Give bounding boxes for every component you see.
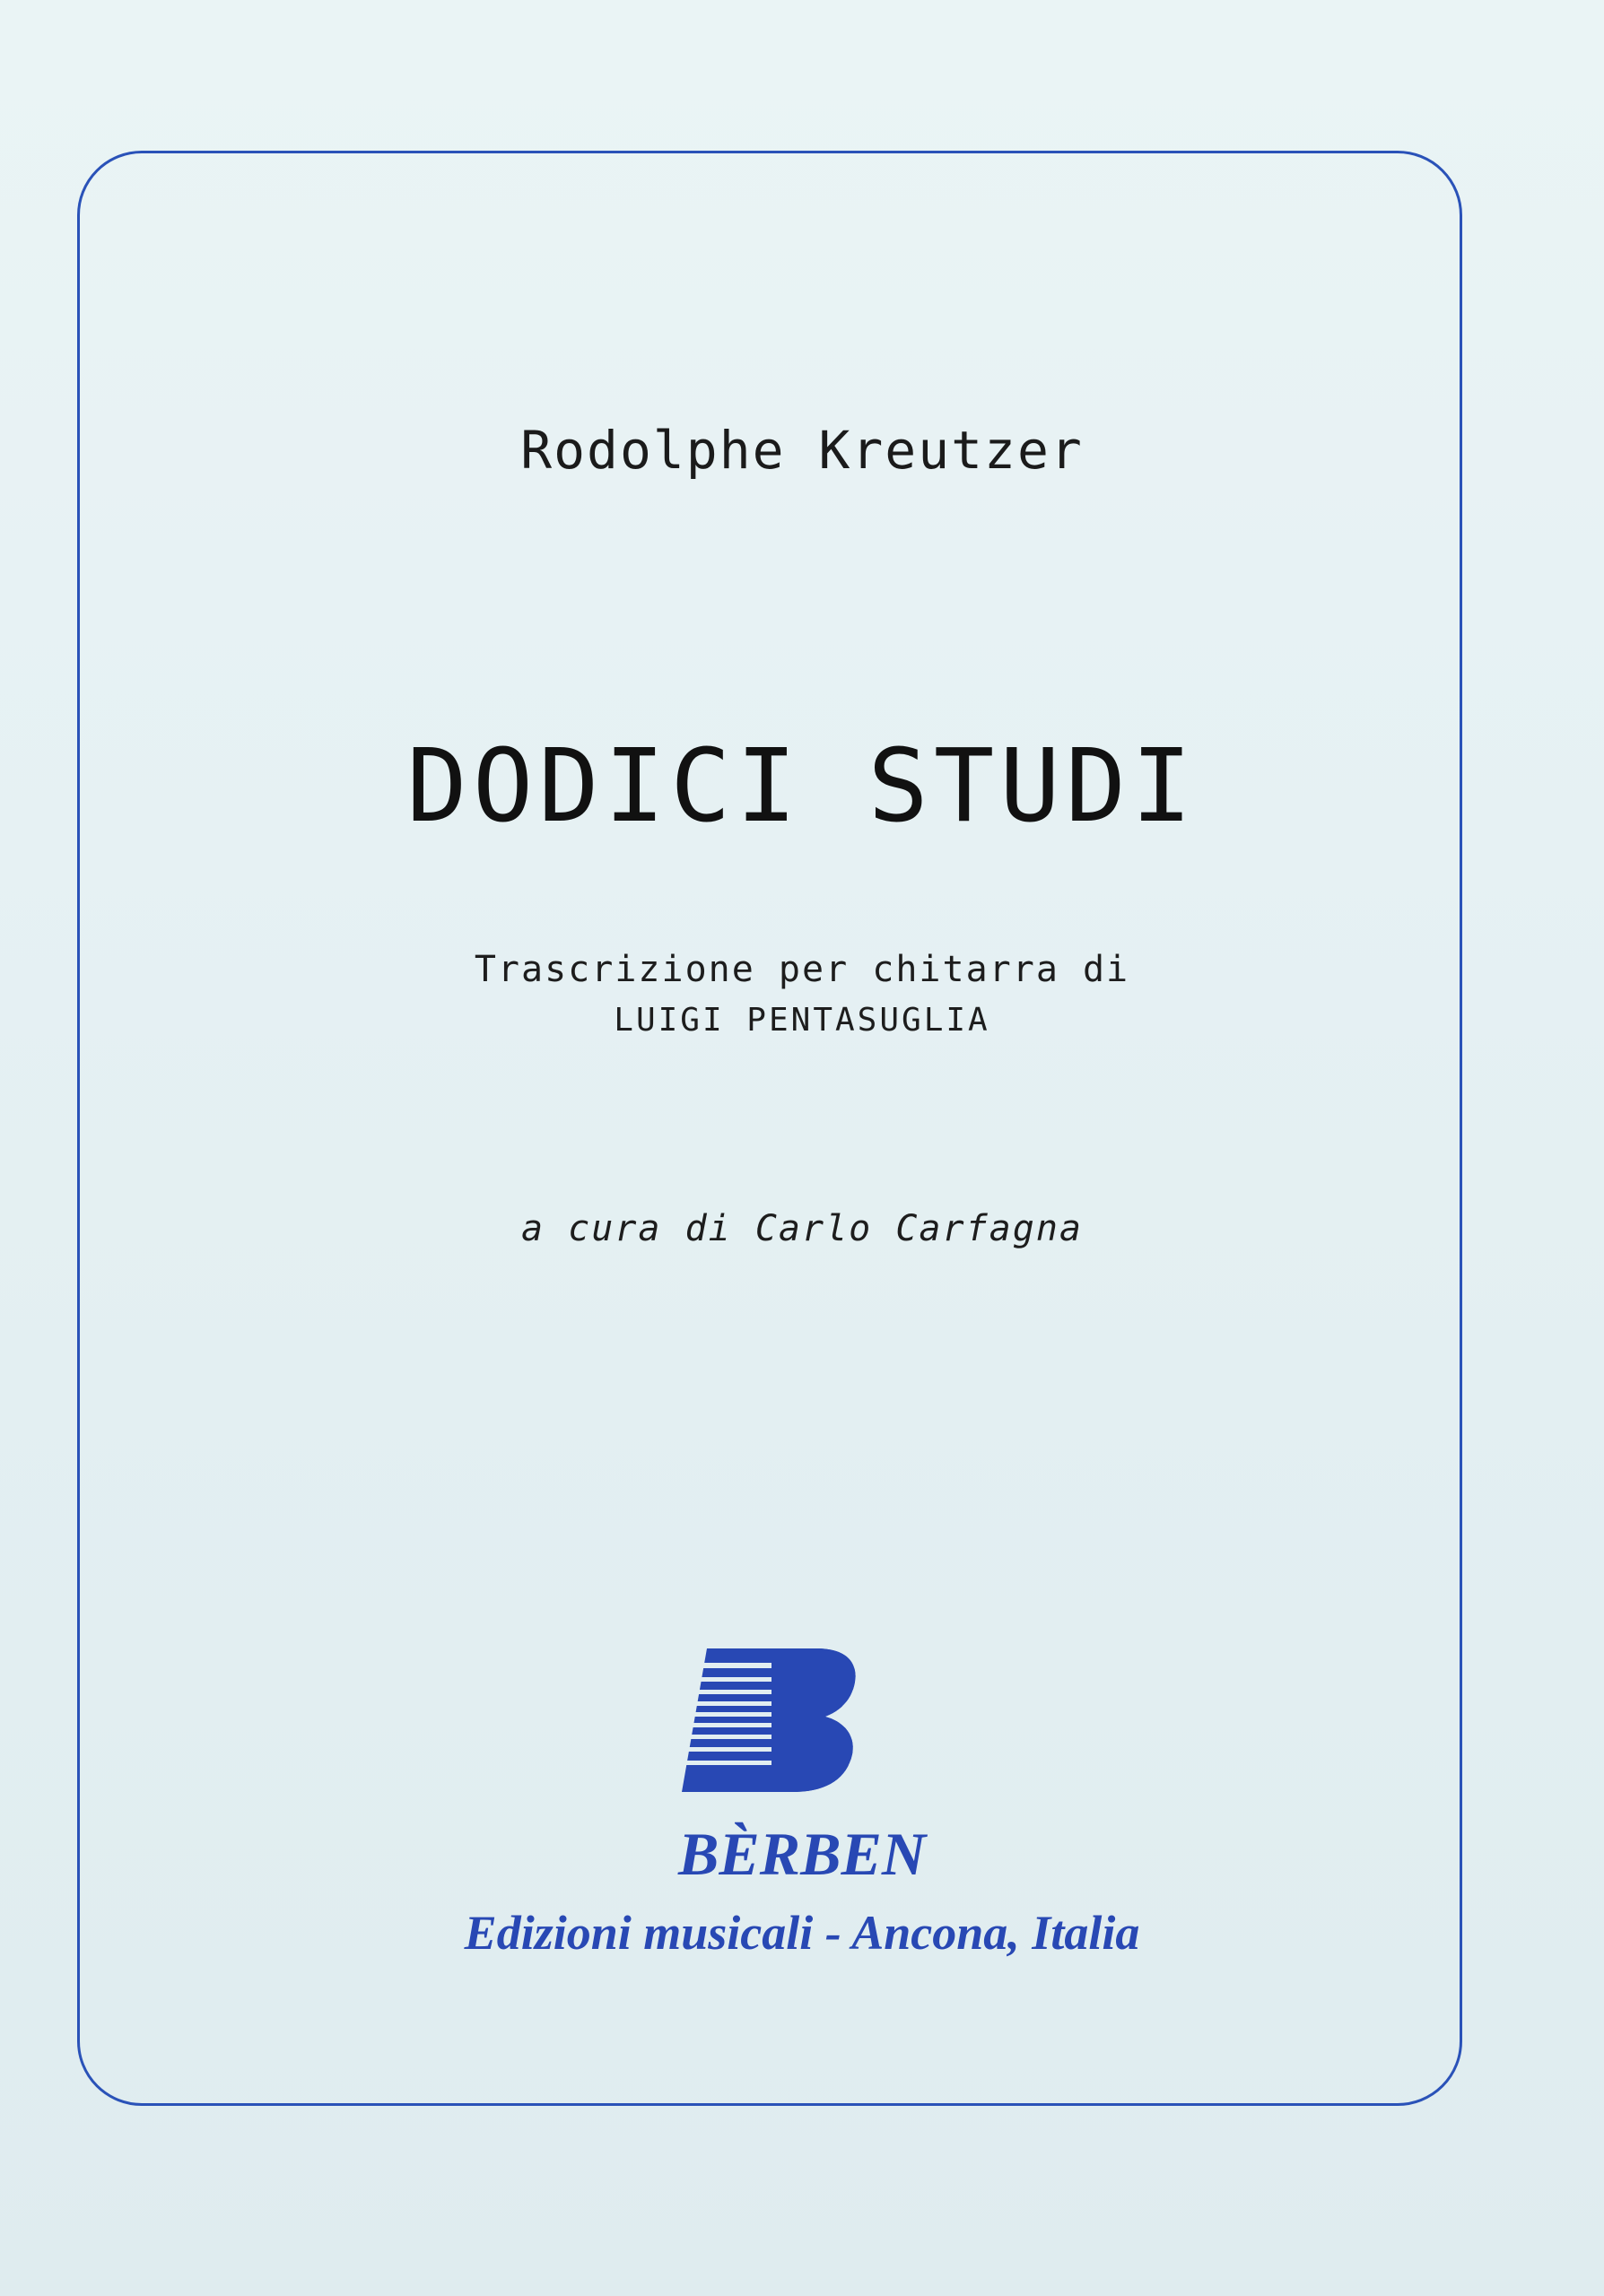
- arranger-name: LUIGI PENTASUGLIA: [614, 1002, 990, 1039]
- transcription-note: Trascrizione per chitarra di: [474, 949, 1130, 990]
- work-title: DODICI STUDI: [406, 728, 1198, 845]
- berben-b-logo-icon: [682, 1648, 861, 1792]
- composer-name: Rodolphe Kreutzer: [520, 420, 1084, 481]
- publisher-tagline: Edizioni musicali - Ancona, Italia: [464, 1906, 1140, 1960]
- publisher-name: BÈRBEN: [678, 1820, 926, 1888]
- editor-credit: a cura di Carlo Carfagna: [521, 1208, 1083, 1249]
